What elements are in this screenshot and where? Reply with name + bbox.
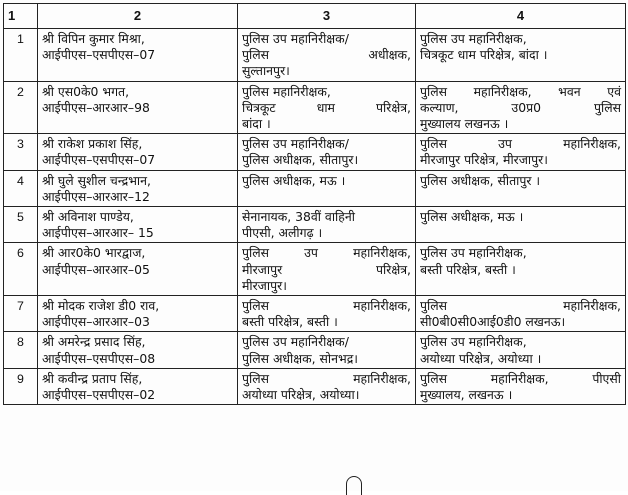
officer-name-cell <box>38 29 238 82</box>
current-posting-line: बांदा । <box>242 116 271 132</box>
officer-name-line: आईपीएस–आरआर–05 <box>42 261 150 277</box>
officer-name-cell <box>38 170 238 206</box>
new-posting-line: पुलिस महानिरीक्षक, पीएसी <box>420 370 621 386</box>
column-header-1: 1 <box>4 4 38 29</box>
transfer-table <box>3 3 626 405</box>
officer-name-cell <box>38 81 238 134</box>
new-posting-line: पुलिस उप महानिरीक्षक, <box>420 31 527 46</box>
officer-name-line: श्री घुले सुशील चन्द्रभान, <box>42 172 151 188</box>
officer-name-cell <box>38 207 238 243</box>
new-posting-line: चित्रकूट धाम परिक्षेत्र, बांदा । <box>420 47 548 63</box>
new-posting-line: कल्याण, उ0प्र0 पुलिस <box>420 99 621 115</box>
officer-name-cell <box>38 296 238 332</box>
current-posting-cell <box>238 207 416 243</box>
table-row <box>4 368 626 404</box>
table-row <box>4 296 626 332</box>
new-posting-line: सी0बी0सी0आई0डी0 लखनऊ। <box>420 314 566 330</box>
officer-name-line: आईपीएस–एसपीएस–02 <box>42 387 156 403</box>
new-posting-cell <box>416 207 626 243</box>
new-posting-line: पुलिस अधीक्षक, सीतापुर । <box>420 172 541 188</box>
officer-name-cell <box>38 243 238 296</box>
officer-name-line: श्री अविनाश पाण्डेय, <box>42 209 134 225</box>
current-posting-line: पीएसी, अलीगढ़ । <box>242 225 323 241</box>
new-posting-line: पुलिस उप महानिरीक्षक, <box>420 245 527 261</box>
serial-number: 5 <box>4 207 38 243</box>
officer-name-line: श्री एस0के0 भगत, <box>42 83 130 99</box>
current-posting-cell <box>238 332 416 368</box>
current-posting-line: सेनानायक, 38वीं वाहिनी <box>242 209 355 225</box>
officer-name-line: आईपीएस–एसपीएस–08 <box>42 350 156 366</box>
serial-number: 1 <box>4 29 38 82</box>
officer-name-line: श्री राकेश प्रकाश सिंह, <box>42 136 143 152</box>
current-posting-line: पुलिस उप महानिरीक्षक/ <box>242 136 349 152</box>
new-posting-cell <box>416 368 626 404</box>
new-posting-cell <box>416 29 626 82</box>
table-row <box>4 332 626 368</box>
new-posting-line: पुलिस अधीक्षक, मऊ । <box>420 209 524 225</box>
officer-name-line: आईपीएस–एसपीएस–07 <box>42 152 156 168</box>
new-posting-line: पुलिस उप महानिरीक्षक, <box>420 334 527 350</box>
table-row <box>4 81 626 134</box>
current-posting-line: बस्ती परिक्षेत्र, बस्ती । <box>242 314 338 330</box>
new-posting-cell <box>416 243 626 296</box>
table-row <box>4 243 626 296</box>
new-posting-cell <box>416 296 626 332</box>
officer-name-cell <box>38 134 238 170</box>
column-header-2: 2 <box>38 4 238 29</box>
current-posting-line: पुलिस अधीक्षक, मऊ । <box>242 172 346 188</box>
table-row <box>4 170 626 206</box>
officer-name-line: आईपीएस–आरआर–03 <box>42 314 150 330</box>
new-posting-cell <box>416 134 626 170</box>
officer-name-line: श्री कवीन्द्र प्रताप सिंह, <box>42 370 143 386</box>
current-posting-line: मीरजापुर परिक्षेत्र, <box>242 261 411 277</box>
current-posting-line: पुलिस उप महानिरीक्षक, <box>242 245 411 261</box>
new-posting-cell <box>416 170 626 206</box>
new-posting-line: पुलिस महानिरीक्षक, <box>420 298 621 314</box>
officer-name-line: आईपीएस–आरआर–98 <box>42 99 150 115</box>
current-posting-line: पुलिस महानिरीक्षक, <box>242 370 411 386</box>
serial-number: 6 <box>4 243 38 296</box>
current-posting-cell <box>238 243 416 296</box>
table-row <box>4 134 626 170</box>
current-posting-line: पुलिस उप महानिरीक्षक/ <box>242 31 349 46</box>
serial-number: 9 <box>4 368 38 404</box>
current-posting-cell <box>238 296 416 332</box>
header-row <box>4 4 626 29</box>
current-posting-line: पुलिस महानिरीक्षक, <box>242 298 411 314</box>
officer-name-line: आईपीएस–आरआर– 15 <box>42 225 154 241</box>
column-header-4: 4 <box>416 4 626 29</box>
current-posting-line: पुलिस उप महानिरीक्षक/ <box>242 334 349 350</box>
table-row <box>4 29 626 82</box>
column-header-3: 3 <box>238 4 416 29</box>
new-posting-line: बस्ती परिक्षेत्र, बस्ती । <box>420 261 516 277</box>
handwritten-mark <box>346 476 362 495</box>
current-posting-cell <box>238 29 416 82</box>
new-posting-line: मीरजापुर परिक्षेत्र, मीरजापुर। <box>420 152 548 168</box>
officer-name-cell <box>38 368 238 404</box>
new-posting-cell <box>416 81 626 134</box>
current-posting-line: पुलिस महानिरीक्षक, <box>242 83 331 99</box>
officer-name-line: श्री विपिन कुमार मिश्रा, <box>42 31 145 46</box>
current-posting-cell <box>238 368 416 404</box>
new-posting-line: पुलिस महानिरीक्षक, भवन एवं <box>420 83 621 99</box>
current-posting-line: मीरजापुर। <box>242 277 287 293</box>
serial-number: 7 <box>4 296 38 332</box>
officer-name-line: श्री अमरेन्द्र प्रसाद सिंह, <box>42 334 146 350</box>
officer-name-line: आईपीएस–आरआर–12 <box>42 188 150 204</box>
officer-name-line: आईपीएस–एसपीएस–07 <box>42 47 156 63</box>
new-posting-line: मुख्यालय, लखनऊ । <box>420 387 513 403</box>
officer-name-line: श्री मोदक राजेश डी0 राव, <box>42 298 160 314</box>
table-row <box>4 207 626 243</box>
officer-name-line: श्री आर0के0 भारद्वाज, <box>42 245 146 261</box>
current-posting-line: चित्रकूट धाम परिक्षेत्र, <box>242 99 411 115</box>
current-posting-cell <box>238 134 416 170</box>
new-posting-line: मुख्यालय लखनऊ । <box>420 116 509 132</box>
serial-number: 2 <box>4 81 38 134</box>
current-posting-line: अयोध्या परिक्षेत्र, अयोध्या। <box>242 387 360 403</box>
current-posting-line: पुलिस अधीक्षक, सीतापुर। <box>242 152 359 168</box>
new-posting-line: पुलिस उप महानिरीक्षक, <box>420 136 621 152</box>
current-posting-cell <box>238 81 416 134</box>
new-posting-cell <box>416 332 626 368</box>
serial-number: 8 <box>4 332 38 368</box>
current-posting-line: पुलिस अधीक्षक, सोनभद्र। <box>242 350 358 366</box>
current-posting-cell <box>238 170 416 206</box>
current-posting-line: पुलिस अधीक्षक, <box>242 47 411 63</box>
officer-name-cell <box>38 332 238 368</box>
table-body <box>4 29 626 405</box>
current-posting-line: सुल्तानपुर। <box>242 63 290 79</box>
serial-number: 4 <box>4 170 38 206</box>
serial-number: 3 <box>4 134 38 170</box>
new-posting-line: अयोध्या परिक्षेत्र, अयोध्या । <box>420 350 542 366</box>
